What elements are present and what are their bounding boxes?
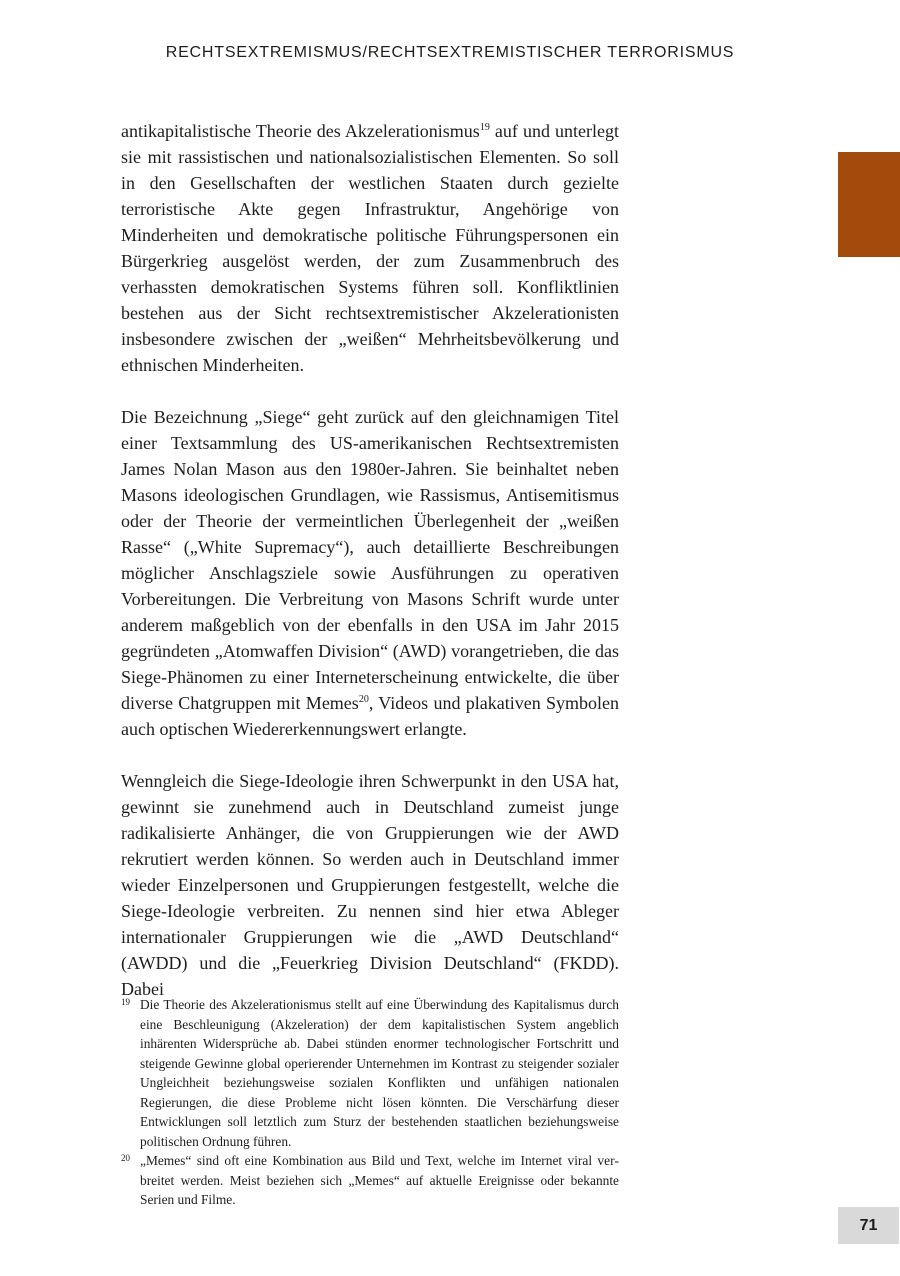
- footnote-number: 20: [121, 1153, 130, 1163]
- paragraph-2: [121, 404, 619, 742]
- paragraph-text: Die Bezeichnung „Siege“ geht zurück auf den gleichnamigen Titel einer Textsammlung des US-amerikanischen Rechtsextremisten James Nolan Mason aus den 1980er-Jahren. Sie beinhaltet neben Masons ideologischen Grundlagen, wie Rassismus, Antisemitismus oder der Theorie der vermeintlichen Überlegenheit der „weißen Rasse“ („White Supremacy“), auch detaillierte Beschreibungen möglicher Anschlagsziele sowie Ausführungen zu operativen Vorbereitungen. Die Verbreitung von Masons Schrift wurde unter anderem maßgeblich von der ebenfalls in den USA im Jahr 2015 gegründeten „Atomwaffen Division“ (AWD) vorangetrieben, die das Siege-Phänomen zu einer Interneterscheinung entwickelte, die über diverse Chatgruppen mit Memes: [121, 407, 619, 713]
- chapter-tab-marker: [838, 152, 900, 257]
- page-number: 71: [838, 1207, 899, 1244]
- footnote-text: Die Theorie des Akzelerationismus stellt auf eine Überwindung des Kapitalismus durch eine Beschleunigung (Akzeleration) der dem kapitalistischen System angeblich inhärenten Widersprüche ab. Dabei stünden enormer technologischer Fortschritt und steigende Gewinne global operierender Unternehmen im Kontrast zu steigender sozialer Ungleichheit beziehungsweise sozialen Konflikten und unfähigen nationalen Regierungen, die diese Probleme nicht lösen könnten. Die Verschärfung dieser Entwicklungen soll letztlich zum Sturz der bestehenden staatlichen beziehungsweise politischen Ordnung führen.: [140, 997, 619, 1149]
- running-header: RECHTSEXTREMISMUS/RECHTSEXTREMISTISCHER TERRORISMUS: [165, 44, 735, 61]
- paragraph-3: [121, 768, 619, 1002]
- footnote-text: „Memes“ sind oft eine Kombination aus Bild und Text, welche im Internet viral verbreitet werden. Meist beziehen sich „Memes“ auf aktuelle Ereignisse oder bekannte Serien und Filme.: [140, 1153, 619, 1207]
- paragraph-text: antikapitalistische Theorie des Akzelerationismus: [121, 121, 480, 141]
- main-text: [121, 118, 619, 1028]
- footnote-number: 19: [121, 997, 130, 1007]
- paragraph-1: [121, 118, 619, 378]
- paragraph-text: , Videos und plakativen Symbolen auch optischen Wiedererkennungswert erlangte.: [121, 693, 620, 739]
- footnote-20: [121, 1151, 619, 1210]
- footnotes: [121, 995, 619, 1210]
- paragraph-text: Wenngleich die Siege-Ideologie ihren Schwerpunkt in den USA hat, gewinnt sie zunehmend auch in Deutschland zumeist junge radikalisierte Anhänger, die von Gruppierungen wie der AWD rekrutiert werden können. So werden auch in Deutschland immer wieder Einzelpersonen und Gruppierungen festgestellt, welche die Siege-Ideologie verbreiten. Zu nennen sind hier etwa Ableger internationaler Gruppierungen wie die „AWD Deutschland“ (AWDD) und die „Feuerkrieg Division Deutschland“ (FKDD). Dabei: [121, 771, 619, 999]
- footnote-ref-19: 19: [479, 122, 490, 133]
- paragraph-text: auf und unterlegt sie mit rassistischen und nationalsozialistischen Elementen. So soll in den Gesellschaften der westlichen Staaten durch gezielte terroristische Akte gegen Infrastruktur, Angehörige von Minderheiten und demokratische politische Führungspersonen ein Bürgerkrieg ausgelöst werden, der zum Zusammenbruch des verhassten demokratischen Systems führen soll. Konfliktlinien bestehen aus der Sicht rechtsextremistischer Akzelerationisten insbesondere zwischen der „weißen“ Mehrheitsbevölkerung und ethnischen Minderheiten.: [121, 121, 619, 375]
- footnote-ref-20: 20: [358, 694, 369, 705]
- footnote-19: [121, 995, 619, 1151]
